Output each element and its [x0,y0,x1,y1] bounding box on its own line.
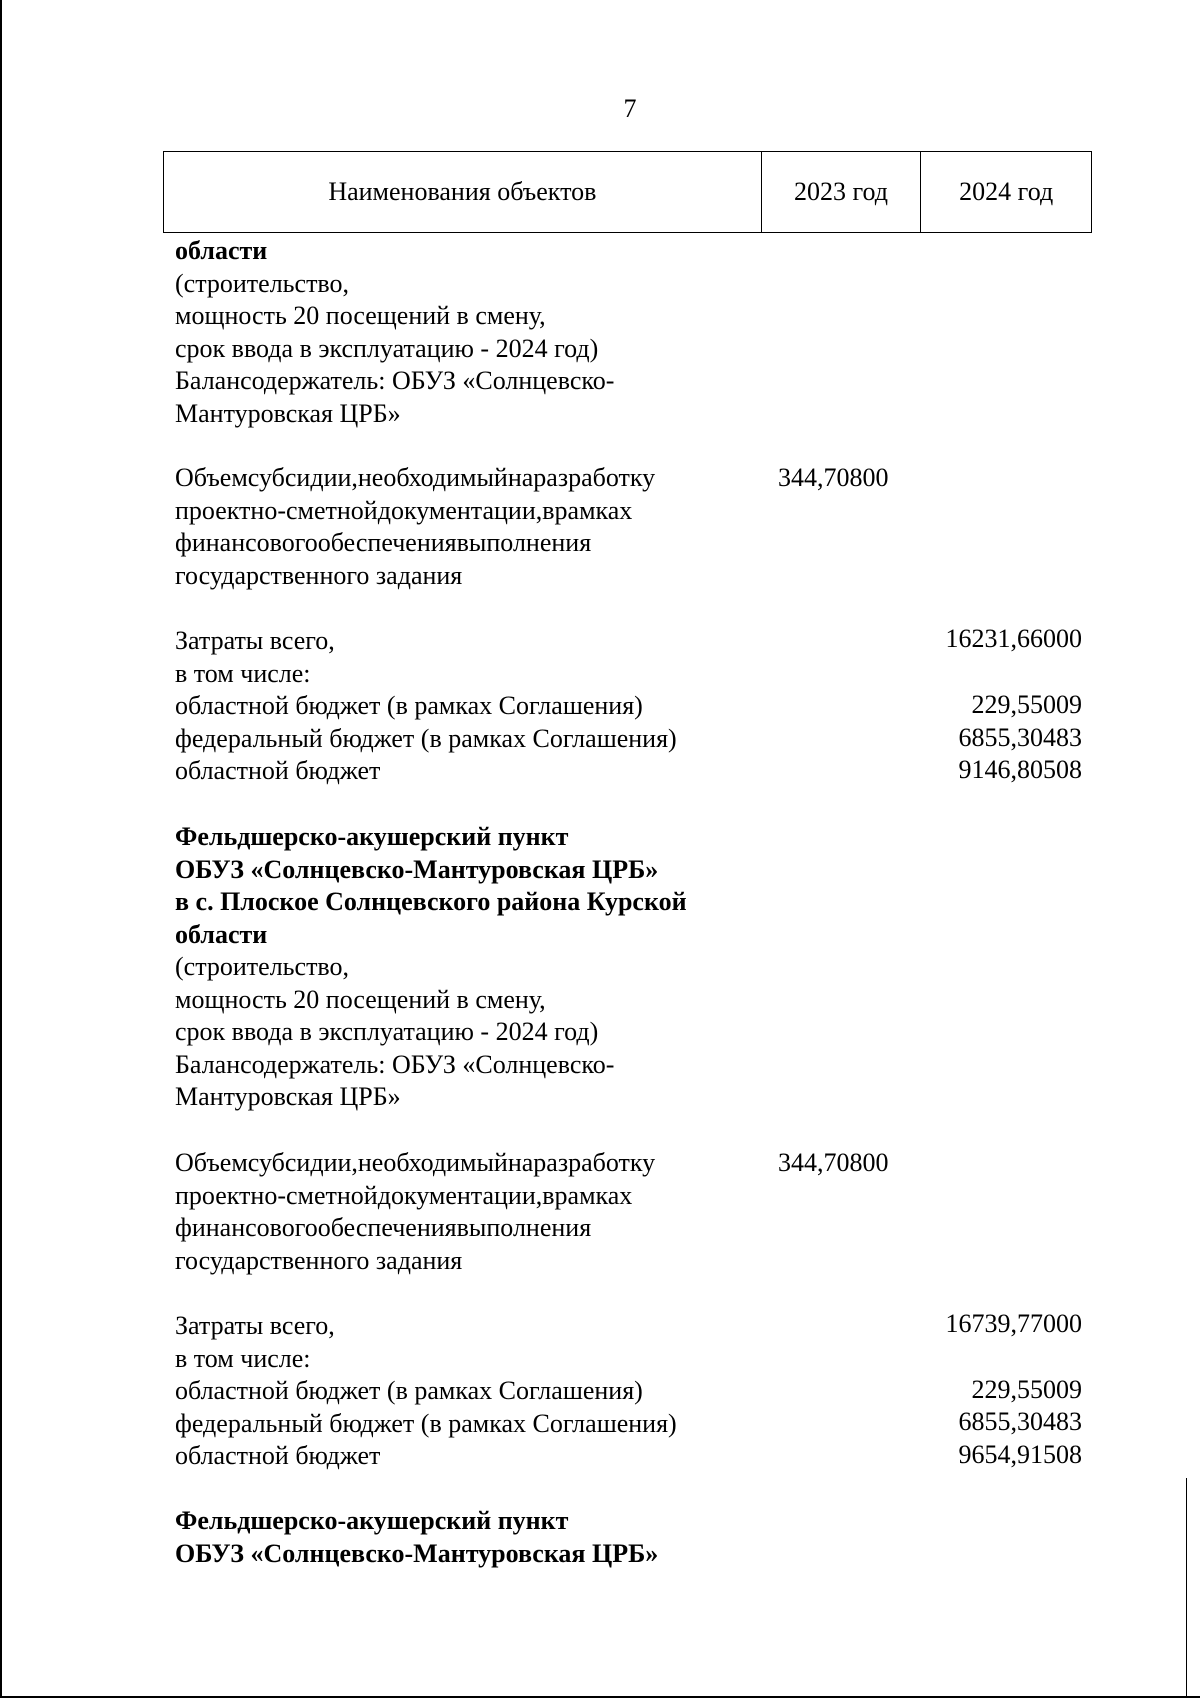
costs-total-label: Затраты всего, [175,626,335,655]
costs-total-label: Затраты всего, [175,1311,335,1340]
costs-block [175,1310,751,1473]
regional-2024: 9654,91508 [958,1440,1082,1469]
federal-agreement-label: федеральный бюджет (в рамках Соглашения) [175,1408,677,1438]
scan-edge-left [0,0,2,1697]
costs-total-2024: 16739,77000 [945,1309,1082,1338]
including-label: в том числе: [175,1343,311,1373]
header-col-names: Наименования объектов [164,152,762,232]
table-header [163,151,1092,233]
object-next [175,1505,751,1570]
title-tail: области [175,236,268,265]
construction-note: (строительство, [175,268,350,298]
page-number: 7 [623,94,637,123]
object-title-line: области [175,919,268,949]
object-continuation [175,235,751,430]
holder-line: Балансодержатель: ОБУЗ «Солнцевско- [175,366,615,395]
regional-agreement-2024: 229,55009 [971,1375,1082,1404]
header-col-2024: 2024 год [959,177,1054,206]
regional-2024: 9146,80508 [958,755,1082,784]
regional-agreement-2024: 229,55009 [971,690,1082,719]
scan-edge-right [1186,1478,1187,1696]
capacity-note: мощность 20 посещений в смену, [175,301,546,330]
holder-name: Мантуровская ЦРБ» [175,398,401,428]
federal-agreement-2024: 6855,30483 [958,1407,1082,1436]
subsidy-text: Объемсубсидии,необходимыйнаразработку проектно-сметнойдокументации,врамках финансовогообеспечениявыполнения государственного задания [175,463,656,590]
commissioning-note: срок ввода в эксплуатацию - 2024 год) [175,1017,599,1046]
capacity-note: мощность 20 посещений в смену, [175,984,546,1014]
regional-label: областной бюджет [175,756,381,785]
holder-line: Балансодержатель: ОБУЗ «Солнцевско- [175,1049,615,1079]
regional-label: областной бюджет [175,1441,381,1470]
object-title-line: ОБУЗ «Солнцевско-Мантуровская ЦРБ» [175,854,659,884]
object-ploskoe [175,821,751,1114]
holder-name: Мантуровская ЦРБ» [175,1082,401,1111]
commissioning-note: срок ввода в эксплуатацию - 2024 год) [175,333,599,363]
construction-note: (строительство, [175,952,350,981]
regional-agreement-label: областной бюджет (в рамках Соглашения) [175,691,643,720]
costs-block [175,625,751,788]
subsidy-text: Объемсубсидии,необходимыйнаразработку проектно-сметнойдокументации,врамках финансовогообеспечениявыполнения государственного задания [175,1148,656,1275]
subsidy-2023-value: 344,70800 [778,463,889,492]
costs-total-2024: 16231,66000 [945,624,1082,653]
subsidy-2023-value: 344,70800 [778,1148,889,1177]
federal-agreement-2024: 6855,30483 [958,723,1082,752]
scan-edge-bottom [0,1696,1200,1698]
object-title-line: Фельдшерско-акушерский пункт [175,822,569,851]
including-label: в том числе: [175,658,311,688]
object-title-line: ОБУЗ «Солнцевско-Мантуровская ЦРБ» [175,1538,659,1568]
object-title-line: в с. Плоское Солнцевского района Курской [175,887,687,916]
federal-agreement-label: федеральный бюджет (в рамках Соглашения) [175,723,677,753]
regional-agreement-label: областной бюджет (в рамках Соглашения) [175,1376,643,1405]
header-col-2023: 2023 год [762,152,922,232]
object-title-line: Фельдшерско-акушерский пункт [175,1506,569,1535]
